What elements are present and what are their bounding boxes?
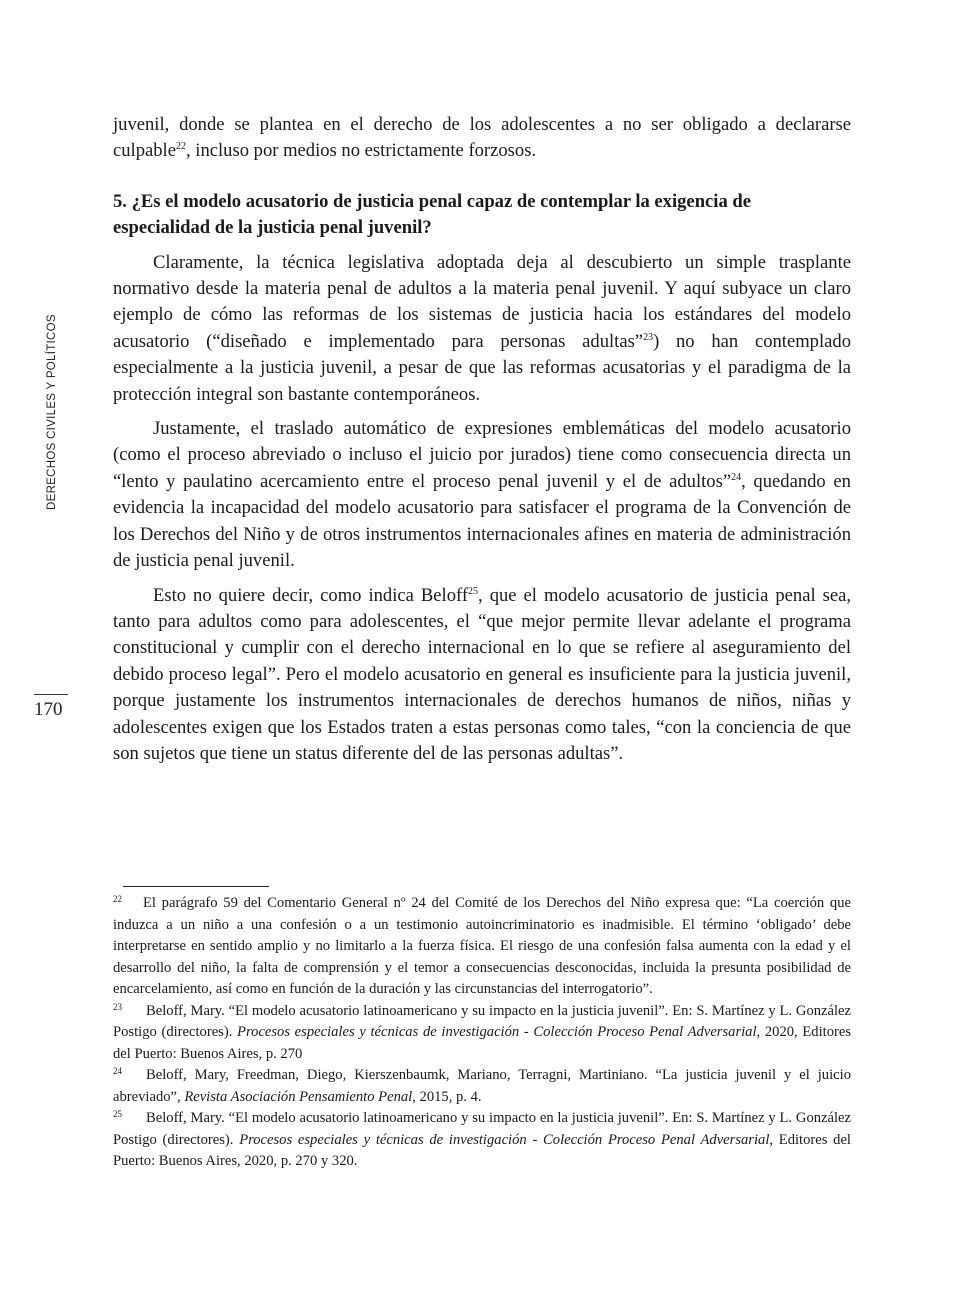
page-number: 170: [34, 699, 63, 720]
paragraph-3: Esto no quiere decir, como indica Beloff$^{25}$, que el modelo acusatorio de justicia penal sea, tanto para adultos como para adolescentes, el “que mejor permite llevar adelante el programa constitucional y cumplir con el derecho internacional en lo que se refiere al aseguramiento del debido proceso legal”. Pero el modelo acusatorio en general es insuficiente para la justicia juvenil, porque justamente los instrumentos internacionales de derechos humanos de niños, niñas y adolescentes exigen que los Estados traten a estas personas como tales, “con la conciencia de que son sujetos que tiene un status diferente del de las personas adultas”.: [113, 584, 851, 764]
footnote-24: 24 Beloff, Mary, Freedman, Diego, Kierszenbaumk, Mariano, Terragni, Martiniano. “La justicia juvenil y el juicio abreviado”, Revista Asociación Pensamiento Penal, 2015, p. 4.: [113, 1066, 851, 1105]
paragraph-2: Justamente, el traslado automático de expresiones emblemáticas del modelo acusatorio (como el proceso abreviado o incluso el juicio por jurados) tiene como consecuencia directa un “lento y paulatino acercamiento entre el proceso penal juvenil y el de adultos”$^{24}$, quedando en evidencia la incapacidad del modelo acusatorio para satisfacer el programa de la Convención de los Derechos del Niño y de otros instrumentos internacionales afines en materia de administración de justicia penal juvenil.: [113, 418, 851, 572]
footnote-separator: [123, 886, 269, 887]
footnote-ref-22[interactable]: 22: [175, 141, 186, 153]
citation-title: Revista Asociación Pensamiento Penal: [184, 1088, 413, 1105]
page-number-rule: [34, 694, 68, 695]
footnote-ref-25[interactable]: 25: [468, 585, 479, 597]
footnote-ref-23[interactable]: 23: [643, 331, 654, 343]
section-heading: 5. ¿Es el modelo acusatorio de justicia penal capaz de contemplar la exigencia de especialidad de la justicia penal juvenil?: [113, 190, 751, 239]
running-section-label: DERECHOS CIVILES Y POLÍTICOS: [46, 314, 58, 510]
footnote-25: 25 Beloff, Mary. “El modelo acusatorio latinoamericano y su impacto en la justicia juvenil”. En: S. Martínez y L. González Postigo (directores). Procesos especiales y técnicas de investigación - Colección Proceso Penal Adversarial, Editores del Puerto: Buenos Aires, 2020, p. 270 y 320.: [113, 1109, 851, 1169]
paragraph-1: Claramente, la técnica legislativa adoptada deja al descubierto un simple trasplante normativo desde la materia penal de adultos a la materia penal juvenil. Y aquí subyace un claro ejemplo de cómo las reformas de los sistemas de justicia hacia los estándares del modelo acusatorio (“diseñado e implementado para personas adultas”$^{23}$) no han contemplado especialmente a la justicia juvenil, a pesar de que las reformas acusatorias y el paradigma de la protección integral son bastante contemporáneos.: [113, 251, 851, 405]
intro-paragraph: juvenil, donde se plantea en el derecho de los adolescentes a no ser obligado a declararse culpable$^{22}$, incluso por medios no estrictamente forzosos.: [113, 114, 851, 162]
citation-title: Procesos especiales y técnicas de investigación - Colección Proceso Penal Adversarial: [239, 1131, 770, 1148]
footnote-22: 22 El parágrafo 59 del Comentario General nº 24 del Comité de los Derechos del Niño expresa que: “La coerción que induzca a un niño a una confesión o a un testimonio autoincriminatorio es inadmisible. El término ‘obligado’ debe interpretarse en sentido amplio y no limitarlo a la fuerza física. El riesgo de una confesión falsa aumenta con la edad y el desarrollo del niño, la falta de comprensión y el temor a consecuencias desconocidas, incluida la presunta posibilidad de encarcelamiento, así como en función de la duración y las circunstancias del interrogatorio”.: [113, 894, 851, 997]
footnotes: [113, 893, 851, 1173]
main-text: [113, 112, 851, 767]
citation-title: Procesos especiales y técnicas de investigación - Colección Proceso Penal Adversarial: [237, 1024, 757, 1040]
footnote-ref-24[interactable]: 24: [731, 471, 742, 483]
footnote-23: 23 Beloff, Mary. “El modelo acusatorio latinoamericano y su impacto en la justicia juvenil”. En: S. Martínez y L. González Postigo (directores). Procesos especiales y técnicas de investigación - Colección Proceso Penal Adversarial, 2020, Editores del Puerto: Buenos Aires, p. 270: [113, 1001, 852, 1062]
